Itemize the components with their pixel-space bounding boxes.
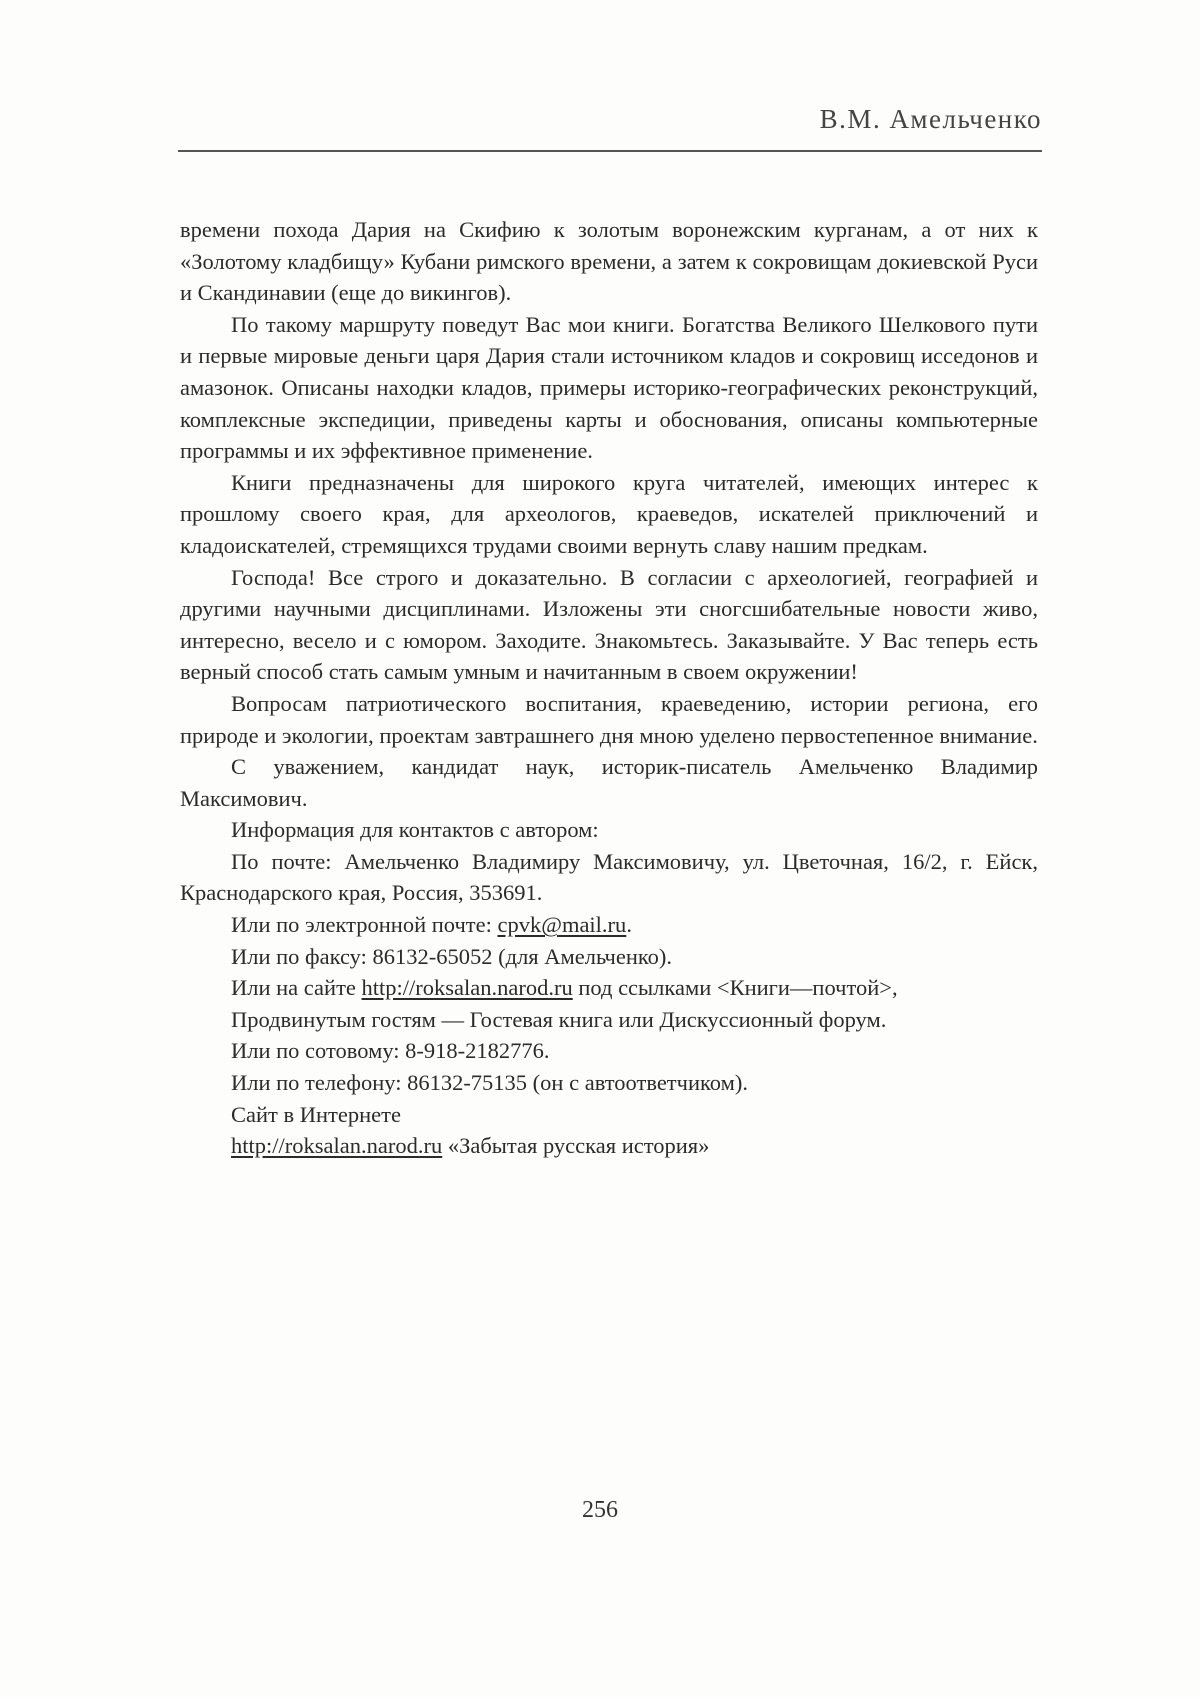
paragraph-mobile: Или по сотовому: 8-918-2182776. [231,1038,550,1064]
header-rule [178,150,1042,152]
email-suffix: . [626,912,632,938]
paragraph-postal-address: По почте: Амельченко Владимиру Максимовичу, ул. Цветочная, 16/2, г. Ейск, Краснодарского края, Россия, 353691. [180,848,1038,906]
email-prefix: Или по электронной почте: [231,912,498,938]
paragraph-4: Господа! Все строго и доказательно. В согласии с археологией, географией и другими научными дисциплинами. Изложены эти сногсшибательные новости живо, интересно, весело и с юмором. Заходите. Знакомьтесь. Заказывайте. У Вас теперь есть верный способ стать самым умным и начитанным в своем окружении! [180,564,1038,685]
paragraph-website [180,972,1038,1004]
paragraph-email [180,909,1038,941]
paragraph-phone: Или по телефону: 86132-75135 (он с автоответчиком). [231,1070,748,1096]
paragraph-signature: С уважением, кандидат наук, историк-писатель Амельченко Владимир Максимович. [180,754,1038,811]
paragraph-1: времени похода Дария на Скифию к золотым воронежским курганам, а от них к «Золотому кладбищу» Кубани римского времени, а затем к сокровищам докиевской Руси и Скандинавии (еще до викингов). [180,217,1038,306]
paragraph-fax: Или по факсу: 86132-65052 (для Амельченко). [231,943,673,969]
page-body [180,214,1038,1162]
page-number: 256 [582,1497,618,1523]
paragraph-site-heading: Сайт в Интернете [231,1101,401,1127]
paragraph-contacts-heading: Информация для контактов с автором: [231,817,599,843]
paragraph-2: По такому маршруту поведут Вас мои книги. Богатства Великого Шелкового пути и первые мировые деньги царя Дария стали источником кладов и сокровищ исседонов и амазонок. Описаны находки кладов, примеры историко-географических реконструкций, комплексные экспедиции, приведены карты и обоснования, описаны компьютерные программы и их эффективное применение. [180,311,1038,464]
paragraph-5: Вопросам патриотического воспитания, краеведению, истории региона, его природе и экологии, проектам завтрашнего дня мною уделено первостепенное внимание. [180,690,1038,748]
website-prefix: Или на сайте [231,975,362,1001]
running-head-author: В.М. Амельченко [819,104,1042,134]
website-suffix: под ссылками <Книги—почтой>, [572,975,898,1001]
paragraph-guestbook: Продвинутым гостям — Гостевая книга или Дискуссионный форум. [231,1006,887,1032]
website-link[interactable]: http://roksalan.narod.ru [361,975,573,1001]
site-title: «Забытая русская история» [442,1133,710,1159]
email-link[interactable]: cpvk@mail.ru [497,912,627,938]
site-link[interactable]: http://roksalan.narod.ru [231,1133,443,1159]
paragraph-site-link [180,1130,1038,1162]
paragraph-3: Книги предназначены для широкого круга читателей, имеющих интерес к прошлому своего края, для археологов, краеведов, искателей приключений и кладоискателей, стремящихся трудами своими вернуть славу нашим предкам. [180,469,1038,558]
